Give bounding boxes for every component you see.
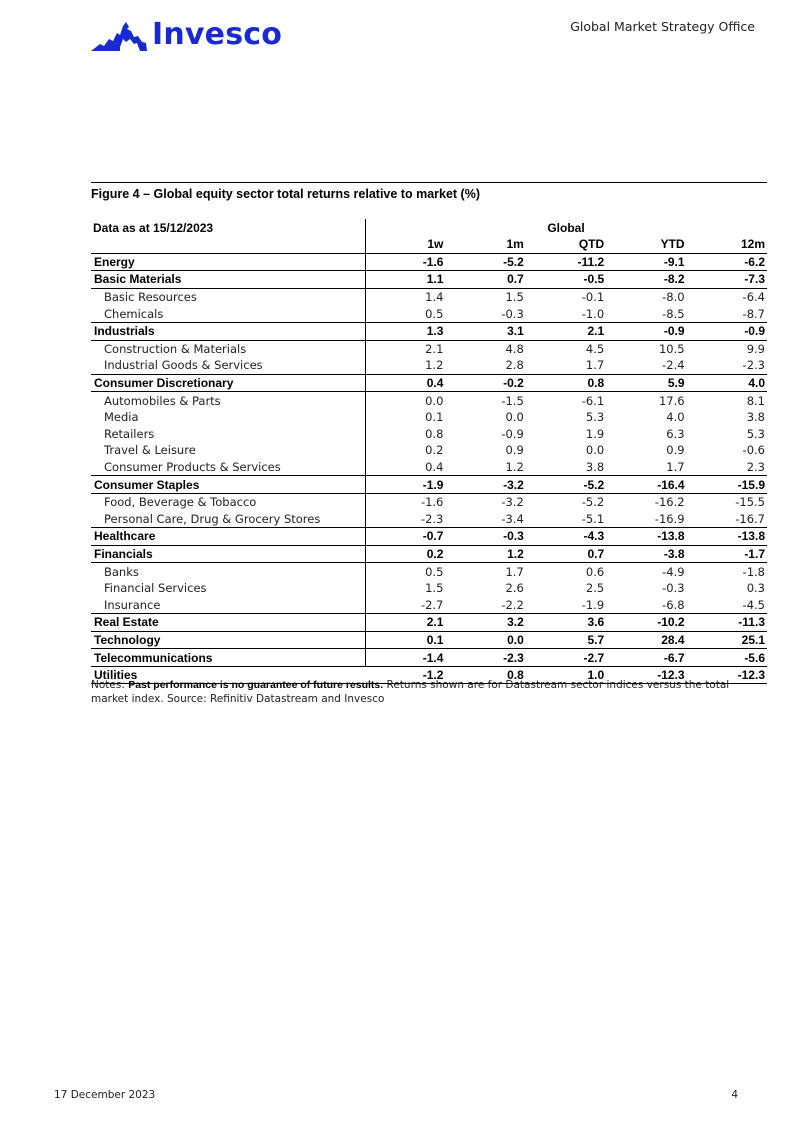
cell-value: -2.4 [662, 358, 685, 373]
row-label: Healthcare [91, 528, 365, 546]
cell-value: -4.5 [742, 597, 765, 612]
row-label: Financial Services [104, 581, 207, 596]
cell-value: -16.4 [606, 476, 686, 494]
row-label: Consumer Discretionary [91, 374, 365, 392]
cell-value: 0.8 [526, 374, 606, 392]
row-label: Industrial Goods & Services [104, 358, 263, 373]
subsector-row [91, 459, 767, 476]
sector-row [91, 649, 767, 667]
cell-value: 1.5 [505, 290, 524, 305]
row-label: Energy [91, 253, 365, 271]
cell-value: -11.2 [526, 253, 606, 271]
col-header: 12m [687, 236, 767, 253]
cell-value: -1.6 [365, 253, 445, 271]
cell-value: -0.5 [526, 271, 606, 289]
subsector-row [91, 442, 767, 459]
cell-value: -1.9 [581, 597, 605, 612]
cell-value: 0.1 [365, 631, 445, 649]
subsector-row [91, 288, 767, 305]
sector-row [91, 322, 767, 340]
cell-value: 0.6 [585, 564, 605, 579]
page-number: 4 [731, 1089, 738, 1101]
cell-value: 8.1 [746, 393, 765, 408]
cell-value: 5.7 [526, 631, 606, 649]
cell-value: 0.2 [425, 443, 444, 458]
cell-value: -6.1 [581, 393, 605, 408]
cell-value: 0.5 [425, 564, 444, 579]
table-body [91, 253, 767, 684]
invesco-logo [90, 14, 282, 56]
office-label: Global Market Strategy Office [570, 19, 755, 34]
row-label: Retailers [104, 426, 155, 441]
cell-value: -5.1 [581, 511, 605, 526]
cell-value: -8.0 [662, 290, 685, 305]
sector-row [91, 528, 767, 546]
cell-value: 0.4 [425, 460, 444, 475]
row-label: Industrials [91, 322, 365, 340]
cell-value: -11.3 [687, 614, 767, 632]
cell-value: 1.2 [445, 545, 525, 563]
row-label: Financials [91, 545, 365, 563]
cell-value: -8.2 [606, 271, 686, 289]
cell-value: -2.7 [420, 597, 444, 612]
cell-value: -1.0 [581, 306, 605, 321]
subsector-row [91, 426, 767, 443]
subsector-row [91, 357, 767, 374]
row-label: Telecommunications [91, 649, 365, 667]
col-header: YTD [606, 236, 686, 253]
subsector-row [91, 511, 767, 528]
cell-value: 1.0 [526, 666, 606, 684]
cell-value: 2.5 [585, 581, 605, 596]
subsector-row [91, 340, 767, 357]
cell-value: 0.2 [365, 545, 445, 563]
cell-value: -6.7 [606, 649, 686, 667]
row-label: Basic Materials [91, 271, 365, 289]
row-label: Technology [91, 631, 365, 649]
cell-value: -15.9 [687, 476, 767, 494]
cell-value: 0.8 [445, 666, 525, 684]
notes-disclaimer: Past performance is no guarantee of future results. [128, 679, 384, 691]
cell-value: 5.3 [746, 426, 765, 441]
cell-value: -1.5 [501, 393, 524, 408]
cell-value: 1.7 [666, 460, 685, 475]
row-label: Banks [104, 564, 139, 579]
group-label: Global [547, 220, 585, 235]
row-label: Automobiles & Parts [104, 393, 221, 408]
row-label: Travel & Leisure [104, 443, 196, 458]
cell-value: -0.3 [445, 528, 525, 546]
cell-value: -8.5 [662, 306, 685, 321]
cell-value: 1.2 [505, 460, 524, 475]
footer-date: 17 December 2023 [54, 1089, 156, 1101]
row-label: Media [104, 410, 139, 425]
cell-value: -13.8 [606, 528, 686, 546]
cell-value: 4.5 [585, 341, 605, 356]
cell-value: 0.9 [666, 443, 685, 458]
cell-value: -0.6 [742, 443, 765, 458]
cell-value: 1.3 [365, 322, 445, 340]
cell-value: 0.3 [746, 581, 765, 596]
cell-value: -2.7 [526, 649, 606, 667]
cell-value: 0.1 [425, 410, 444, 425]
cell-value: 2.6 [505, 581, 524, 596]
cell-value: 3.8 [585, 460, 605, 475]
cell-value: 17.6 [658, 393, 685, 408]
sector-row [91, 631, 767, 649]
cell-value: 2.1 [365, 614, 445, 632]
cell-value: 1.2 [425, 358, 444, 373]
cell-value: -0.9 [606, 322, 686, 340]
subsector-row [91, 392, 767, 409]
cell-value: -5.2 [526, 476, 606, 494]
cell-value: -0.2 [445, 374, 525, 392]
cell-value: -2.3 [420, 511, 444, 526]
cell-value: -16.9 [654, 511, 685, 526]
cell-value: 1.4 [425, 290, 444, 305]
cell-value: 2.3 [746, 460, 765, 475]
cell-value: -8.7 [742, 306, 765, 321]
cell-value: -1.8 [742, 564, 765, 579]
cell-value: -7.3 [687, 271, 767, 289]
cell-value: 10.5 [658, 341, 685, 356]
returns-table [91, 219, 767, 684]
mountain-logo-icon [90, 17, 148, 53]
cell-value: 1.7 [505, 564, 524, 579]
cell-value: -5.6 [687, 649, 767, 667]
sector-row [91, 271, 767, 289]
cell-value: 1.5 [425, 581, 444, 596]
row-label: Insurance [104, 597, 161, 612]
sector-row [91, 476, 767, 494]
notes-source: Returns shown are for Datastream sector indices versus the total market index. Source: Refinitiv Datastream and Invesco [91, 679, 730, 705]
cell-value: 1.9 [585, 426, 605, 441]
cell-value: 6.3 [666, 426, 685, 441]
notes [91, 678, 751, 706]
cell-value: 3.1 [445, 322, 525, 340]
sector-row [91, 545, 767, 563]
cell-value: -3.2 [501, 495, 524, 510]
cell-value: 0.7 [526, 545, 606, 563]
cell-value: 2.1 [425, 341, 444, 356]
row-label: Construction & Materials [104, 341, 247, 356]
row-label: Real Estate [91, 614, 365, 632]
cell-value: 5.9 [606, 374, 686, 392]
cell-value: 3.6 [526, 614, 606, 632]
cell-value: 4.0 [666, 410, 685, 425]
notes-prefix: Notes: [91, 679, 129, 691]
cell-value: -9.1 [606, 253, 686, 271]
subsector-row [91, 493, 767, 510]
cell-value: 0.9 [505, 443, 524, 458]
cell-value: -2.3 [445, 649, 525, 667]
cell-value: -12.3 [606, 666, 686, 684]
cell-value: -10.2 [606, 614, 686, 632]
subsector-row [91, 563, 767, 580]
cell-value: 0.8 [425, 426, 444, 441]
cell-value: -1.9 [365, 476, 445, 494]
cell-value: -3.8 [606, 545, 686, 563]
cell-value: 0.7 [445, 271, 525, 289]
cell-value: -6.8 [662, 597, 685, 612]
cell-value: -1.2 [365, 666, 445, 684]
cell-value: -12.3 [687, 666, 767, 684]
cell-value: 2.8 [505, 358, 524, 373]
cell-value: -2.3 [742, 358, 765, 373]
cell-value: 4.8 [505, 341, 524, 356]
cell-value: -0.7 [365, 528, 445, 546]
cell-value: -3.2 [445, 476, 525, 494]
figure [91, 182, 767, 684]
returns-table-wrap [91, 219, 767, 684]
sector-row [91, 374, 767, 392]
subsector-row [91, 596, 767, 613]
cell-value: 0.5 [425, 306, 444, 321]
row-label: Chemicals [104, 306, 164, 321]
row-label: Consumer Staples [91, 476, 365, 494]
row-label: Utilities [91, 666, 365, 684]
cell-value: 2.1 [526, 322, 606, 340]
cell-value: -13.8 [687, 528, 767, 546]
cell-value: 0.4 [365, 374, 445, 392]
cell-value: -5.2 [581, 495, 605, 510]
cell-value: 28.4 [606, 631, 686, 649]
cell-value: -15.5 [735, 495, 765, 510]
data-date-label: Data as at 15/12/2023 [93, 220, 214, 235]
cell-value: -0.3 [501, 306, 524, 321]
subsector-row [91, 409, 767, 426]
cell-value: -1.6 [420, 495, 444, 510]
subsector-row [91, 305, 767, 322]
cell-value: -1.7 [687, 545, 767, 563]
cell-value: -0.9 [687, 322, 767, 340]
sector-row [91, 253, 767, 271]
row-label: Consumer Products & Services [104, 460, 281, 475]
sector-row [91, 614, 767, 632]
cell-value: -4.9 [662, 564, 685, 579]
col-header: QTD [526, 236, 606, 253]
cell-value: 0.0 [585, 443, 605, 458]
cell-value: 1.1 [365, 271, 445, 289]
row-label: Personal Care, Drug & Grocery Stores [104, 511, 321, 526]
cell-value: 0.0 [505, 410, 524, 425]
cell-value: 3.2 [445, 614, 525, 632]
cell-value: -16.2 [654, 495, 685, 510]
cell-value: 5.3 [585, 410, 605, 425]
figure-title: Figure 4 – Global equity sector total returns relative to market (%) [91, 182, 767, 207]
cell-value: -4.3 [526, 528, 606, 546]
cell-value: 3.8 [746, 410, 765, 425]
cell-value: -1.4 [365, 649, 445, 667]
cell-value: -0.1 [581, 290, 605, 305]
row-label: Basic Resources [104, 290, 197, 305]
cell-value: 0.0 [425, 393, 444, 408]
cell-value: 0.0 [445, 631, 525, 649]
cell-value: -6.4 [742, 290, 765, 305]
col-header: 1m [445, 236, 525, 253]
cell-value: 25.1 [687, 631, 767, 649]
cell-value: -3.4 [501, 511, 524, 526]
cell-value: 1.7 [585, 358, 605, 373]
cell-value: -16.7 [735, 511, 765, 526]
row-label: Food, Beverage & Tobacco [104, 495, 257, 510]
cell-value: 4.0 [687, 374, 767, 392]
table-divider [365, 219, 366, 667]
header-blank [91, 236, 365, 253]
col-header: 1w [365, 236, 445, 253]
logo-wordmark: Invesco [152, 17, 283, 52]
cell-value: 9.9 [746, 341, 765, 356]
cell-value: -0.9 [501, 426, 524, 441]
cell-value: -6.2 [687, 253, 767, 271]
cell-value: -2.2 [501, 597, 524, 612]
subsector-row [91, 580, 767, 597]
cell-value: -0.3 [662, 581, 685, 596]
cell-value: -5.2 [445, 253, 525, 271]
